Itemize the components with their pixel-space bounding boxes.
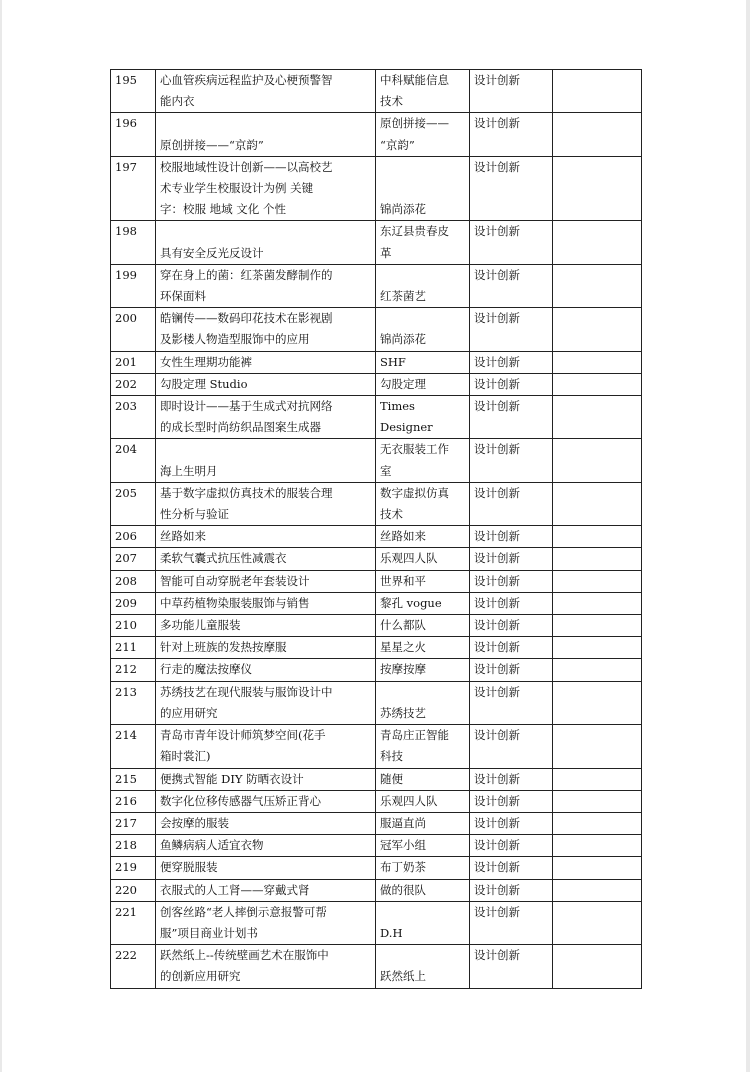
row-number: 208 xyxy=(111,570,156,592)
team-name-line: 什么都队 xyxy=(380,618,426,633)
team-name-line: 随便 xyxy=(380,771,403,786)
team-name-line: 室 xyxy=(380,463,392,478)
project-title xyxy=(156,681,376,724)
team-name xyxy=(376,879,470,901)
empty-cell xyxy=(553,70,642,113)
project-title-line: 中草药植物染服装服饰与销售 xyxy=(160,595,310,610)
category: 设计创新 xyxy=(470,637,553,659)
row-number: 215 xyxy=(111,768,156,790)
row-number: 202 xyxy=(111,373,156,395)
category: 设计创新 xyxy=(470,857,553,879)
team-name-line xyxy=(380,265,467,286)
category: 设计创新 xyxy=(470,113,553,156)
empty-cell xyxy=(553,879,642,901)
project-title-line: 穿在身上的菌：红茶菌发酵制作的 xyxy=(160,267,333,282)
row-number: 212 xyxy=(111,659,156,681)
team-name-line: 黎孔 vogue xyxy=(380,595,442,610)
project-title xyxy=(156,308,376,351)
project-title xyxy=(156,526,376,548)
team-name-line: 乐观四人队 xyxy=(380,551,438,566)
table-row xyxy=(111,592,642,614)
empty-cell xyxy=(553,857,642,879)
table-row xyxy=(111,637,642,659)
category: 设计创新 xyxy=(470,812,553,834)
category: 设计创新 xyxy=(470,308,553,351)
team-name-line xyxy=(380,157,467,178)
team-name xyxy=(376,373,470,395)
team-name xyxy=(376,901,470,944)
empty-cell xyxy=(553,373,642,395)
project-title-line: 性分析与验证 xyxy=(160,507,229,522)
team-name xyxy=(376,659,470,681)
category: 设计创新 xyxy=(470,439,553,482)
team-name-line: 布丁奶茶 xyxy=(380,860,426,875)
project-title xyxy=(156,113,376,156)
category: 设计创新 xyxy=(470,156,553,221)
table-row xyxy=(111,548,642,570)
empty-cell xyxy=(553,526,642,548)
project-title-line: 具有安全反光反设计 xyxy=(160,245,264,260)
category: 设计创新 xyxy=(470,592,553,614)
project-table-body xyxy=(111,70,642,989)
project-title xyxy=(156,221,376,264)
category: 设计创新 xyxy=(470,221,553,264)
project-title-line: 的创新应用研究 xyxy=(160,969,241,984)
table-row xyxy=(111,308,642,351)
row-number: 216 xyxy=(111,790,156,812)
table-row xyxy=(111,570,642,592)
project-title-line: 的成长型时尚纺织品图案生成器 xyxy=(160,420,321,435)
category: 设计创新 xyxy=(470,681,553,724)
project-title-line: 皓镧传——数码印花技术在影视剧 xyxy=(160,311,333,326)
category: 设计创新 xyxy=(470,659,553,681)
team-name-line: 星星之火 xyxy=(380,640,426,655)
row-number: 201 xyxy=(111,351,156,373)
team-name-line: Designer xyxy=(380,420,433,435)
row-number: 209 xyxy=(111,592,156,614)
project-title xyxy=(156,901,376,944)
team-name-line: 锦尚添花 xyxy=(380,332,426,347)
row-number: 218 xyxy=(111,835,156,857)
row-number: 205 xyxy=(111,482,156,525)
team-name xyxy=(376,70,470,113)
team-name xyxy=(376,264,470,307)
project-title xyxy=(156,615,376,637)
team-name xyxy=(376,812,470,834)
team-name-line: 数字虚拟仿真 xyxy=(380,485,449,500)
empty-cell xyxy=(553,308,642,351)
table-row xyxy=(111,681,642,724)
project-title xyxy=(156,351,376,373)
empty-cell xyxy=(553,812,642,834)
table-row xyxy=(111,879,642,901)
category: 设计创新 xyxy=(470,396,553,439)
project-title-line: 术专业学生校服设计为例 关键 xyxy=(160,181,314,196)
project-table xyxy=(110,69,642,989)
team-name xyxy=(376,156,470,221)
project-title-line: 针对上班族的发热按摩服 xyxy=(160,640,287,655)
team-name-line: 按摩按摩 xyxy=(380,662,426,677)
table-row xyxy=(111,945,642,988)
row-number: 217 xyxy=(111,812,156,834)
project-title-line: 环保面料 xyxy=(160,289,206,304)
team-name-line: 锦尚添花 xyxy=(380,202,426,217)
project-title-line: 及影楼人物造型服饰中的应用 xyxy=(160,332,310,347)
team-name-line: 中科赋能信息 xyxy=(380,73,449,87)
project-title xyxy=(156,768,376,790)
project-title-line: 即时设计——基于生成式对抗网络 xyxy=(160,399,333,414)
project-title-line: 能内衣 xyxy=(160,94,195,109)
team-name-line: 无衣服装工作 xyxy=(380,442,449,457)
row-number: 207 xyxy=(111,548,156,570)
project-title-line: 衣服式的人工肾——穿戴式肾 xyxy=(160,882,310,897)
table-row xyxy=(111,812,642,834)
empty-cell xyxy=(553,548,642,570)
table-row xyxy=(111,790,642,812)
empty-cell xyxy=(553,264,642,307)
project-title-line: 多功能儿童服装 xyxy=(160,618,241,633)
category: 设计创新 xyxy=(470,482,553,525)
empty-cell xyxy=(553,615,642,637)
table-row xyxy=(111,901,642,944)
team-name-line: 革 xyxy=(380,245,392,260)
table-row xyxy=(111,373,642,395)
project-title-line xyxy=(160,439,373,460)
project-title xyxy=(156,570,376,592)
project-title xyxy=(156,156,376,221)
empty-cell xyxy=(553,351,642,373)
team-name-line: 科技 xyxy=(380,749,403,764)
empty-cell xyxy=(553,659,642,681)
project-title-line: 心血管疾病远程监护及心梗预警智 xyxy=(160,73,333,87)
team-name xyxy=(376,548,470,570)
project-title-line: 的应用研究 xyxy=(160,705,218,720)
table-row xyxy=(111,113,642,156)
empty-cell xyxy=(553,637,642,659)
project-title-line: 原创拼接——“京韵” xyxy=(160,137,264,152)
category: 设计创新 xyxy=(470,879,553,901)
team-name-line: 原创拼接—— xyxy=(380,116,449,131)
row-number: 213 xyxy=(111,681,156,724)
team-name-line: 冠军小组 xyxy=(380,838,426,853)
project-title xyxy=(156,592,376,614)
team-name-line: 青岛庄正智能 xyxy=(380,728,449,743)
team-name-line: D.H xyxy=(380,925,403,940)
table-row xyxy=(111,857,642,879)
team-name-line: 东辽县贵春皮 xyxy=(380,224,449,239)
team-name-line: 苏绣技艺 xyxy=(380,705,426,720)
team-name-line xyxy=(380,178,467,199)
table-row xyxy=(111,768,642,790)
team-name xyxy=(376,681,470,724)
table-row xyxy=(111,221,642,264)
table-row xyxy=(111,439,642,482)
project-title-line: 智能可自动穿脱老年套装设计 xyxy=(160,573,310,588)
category: 设计创新 xyxy=(470,615,553,637)
project-title-line: 鱼鳞病病人适宜衣物 xyxy=(160,838,264,853)
row-number: 200 xyxy=(111,308,156,351)
team-name-line: 做的很队 xyxy=(380,882,426,897)
empty-cell xyxy=(553,221,642,264)
project-title-line: 行走的魔法按摩仪 xyxy=(160,662,252,677)
category: 设计创新 xyxy=(470,264,553,307)
project-title xyxy=(156,439,376,482)
document-page xyxy=(2,0,746,1072)
table-row xyxy=(111,156,642,221)
row-number: 211 xyxy=(111,637,156,659)
team-name-line: 乐观四人队 xyxy=(380,793,438,808)
team-name xyxy=(376,637,470,659)
project-title xyxy=(156,373,376,395)
project-title-line: 女性生理期功能裤 xyxy=(160,354,252,369)
row-number: 220 xyxy=(111,879,156,901)
category: 设计创新 xyxy=(470,70,553,113)
empty-cell xyxy=(553,725,642,768)
row-number: 197 xyxy=(111,156,156,221)
empty-cell xyxy=(553,901,642,944)
team-name xyxy=(376,945,470,988)
category: 设计创新 xyxy=(470,570,553,592)
project-title-line: 创客丝路“老人摔倒示意报警可帮 xyxy=(160,904,327,919)
row-number: 210 xyxy=(111,615,156,637)
team-name xyxy=(376,396,470,439)
project-title xyxy=(156,857,376,879)
project-title xyxy=(156,812,376,834)
row-number: 198 xyxy=(111,221,156,264)
row-number: 206 xyxy=(111,526,156,548)
project-title-line: 丝路如来 xyxy=(160,529,206,544)
category: 设计创新 xyxy=(470,373,553,395)
project-title-line: 勾股定理 Studio xyxy=(160,376,248,391)
empty-cell xyxy=(553,482,642,525)
project-title xyxy=(156,835,376,857)
team-name-line: 服逼直尚 xyxy=(380,815,426,830)
team-name-line xyxy=(380,945,467,966)
table-row xyxy=(111,482,642,525)
category: 设计创新 xyxy=(470,351,553,373)
team-name-line: Times xyxy=(380,399,415,414)
team-name xyxy=(376,570,470,592)
team-name xyxy=(376,725,470,768)
project-title-line: 便穿脱服装 xyxy=(160,860,218,875)
project-title-line: 青岛市青年设计师筑梦空间(花手 xyxy=(160,728,326,743)
team-name xyxy=(376,482,470,525)
team-name-line: 技术 xyxy=(380,94,403,109)
team-name-line: “京韵” xyxy=(380,137,415,152)
empty-cell xyxy=(553,768,642,790)
category: 设计创新 xyxy=(470,548,553,570)
project-title-line: 服”项目商业计划书 xyxy=(160,925,258,940)
project-title-line: 校服地域性设计创新——以高校艺 xyxy=(160,159,333,174)
team-name xyxy=(376,790,470,812)
row-number: 196 xyxy=(111,113,156,156)
project-title-line: 苏绣技艺在现代服装与服饰设计中 xyxy=(160,684,333,699)
team-name-line: 丝路如来 xyxy=(380,529,426,544)
team-name xyxy=(376,768,470,790)
row-number: 219 xyxy=(111,857,156,879)
project-title-line: 字：校服 地域 文化 个性 xyxy=(160,202,286,217)
team-name xyxy=(376,835,470,857)
table-row xyxy=(111,659,642,681)
empty-cell xyxy=(553,790,642,812)
project-title-line: 柔软气囊式抗压性减震衣 xyxy=(160,551,287,566)
empty-cell xyxy=(553,835,642,857)
empty-cell xyxy=(553,570,642,592)
table-row xyxy=(111,615,642,637)
team-name xyxy=(376,351,470,373)
team-name xyxy=(376,592,470,614)
project-title xyxy=(156,879,376,901)
table-row xyxy=(111,835,642,857)
team-name-line xyxy=(380,308,467,329)
empty-cell xyxy=(553,113,642,156)
empty-cell xyxy=(553,592,642,614)
project-title-line: 海上生明月 xyxy=(160,463,218,478)
project-title xyxy=(156,70,376,113)
table-row xyxy=(111,264,642,307)
project-title xyxy=(156,790,376,812)
team-name xyxy=(376,439,470,482)
table-row xyxy=(111,526,642,548)
team-name-line: 红茶菌艺 xyxy=(380,289,426,304)
row-number: 221 xyxy=(111,901,156,944)
project-title-line: 基于数字虚拟仿真技术的服装合理 xyxy=(160,485,333,500)
team-name-line xyxy=(380,682,467,703)
team-name-line: 世界和平 xyxy=(380,573,426,588)
team-name xyxy=(376,308,470,351)
project-title xyxy=(156,548,376,570)
team-name xyxy=(376,857,470,879)
project-title-line: 便携式智能 DIY 防晒衣设计 xyxy=(160,771,304,786)
row-number: 204 xyxy=(111,439,156,482)
project-title xyxy=(156,396,376,439)
team-name-line: SHF xyxy=(380,354,406,369)
table-row xyxy=(111,396,642,439)
empty-cell xyxy=(553,945,642,988)
project-title xyxy=(156,482,376,525)
project-title xyxy=(156,637,376,659)
project-title xyxy=(156,945,376,988)
empty-cell xyxy=(553,156,642,221)
empty-cell xyxy=(553,681,642,724)
row-number: 195 xyxy=(111,70,156,113)
row-number: 203 xyxy=(111,396,156,439)
project-title xyxy=(156,659,376,681)
team-name-line: 技术 xyxy=(380,507,403,522)
team-name xyxy=(376,526,470,548)
row-number: 199 xyxy=(111,264,156,307)
project-title-line: 跃然纸上--传统壁画艺术在服饰中 xyxy=(160,948,329,963)
team-name xyxy=(376,113,470,156)
table-row xyxy=(111,70,642,113)
category: 设计创新 xyxy=(470,901,553,944)
project-title-line xyxy=(160,221,373,242)
project-title-line: 箱时裳汇) xyxy=(160,749,211,764)
category: 设计创新 xyxy=(470,725,553,768)
team-name xyxy=(376,615,470,637)
team-name-line: 勾股定理 xyxy=(380,376,426,391)
team-name xyxy=(376,221,470,264)
row-number: 214 xyxy=(111,725,156,768)
category: 设计创新 xyxy=(470,768,553,790)
category: 设计创新 xyxy=(470,790,553,812)
row-number: 222 xyxy=(111,945,156,988)
project-title xyxy=(156,264,376,307)
project-title-line: 会按摩的服装 xyxy=(160,815,229,830)
team-name-line: 跃然纸上 xyxy=(380,969,426,984)
table-row xyxy=(111,351,642,373)
empty-cell xyxy=(553,439,642,482)
project-title xyxy=(156,725,376,768)
team-name-line xyxy=(380,902,467,923)
category: 设计创新 xyxy=(470,526,553,548)
category: 设计创新 xyxy=(470,945,553,988)
project-title-line xyxy=(160,113,373,134)
project-title-line: 数字化位移传感器气压矫正背心 xyxy=(160,793,321,808)
category: 设计创新 xyxy=(470,835,553,857)
table-row xyxy=(111,725,642,768)
empty-cell xyxy=(553,396,642,439)
